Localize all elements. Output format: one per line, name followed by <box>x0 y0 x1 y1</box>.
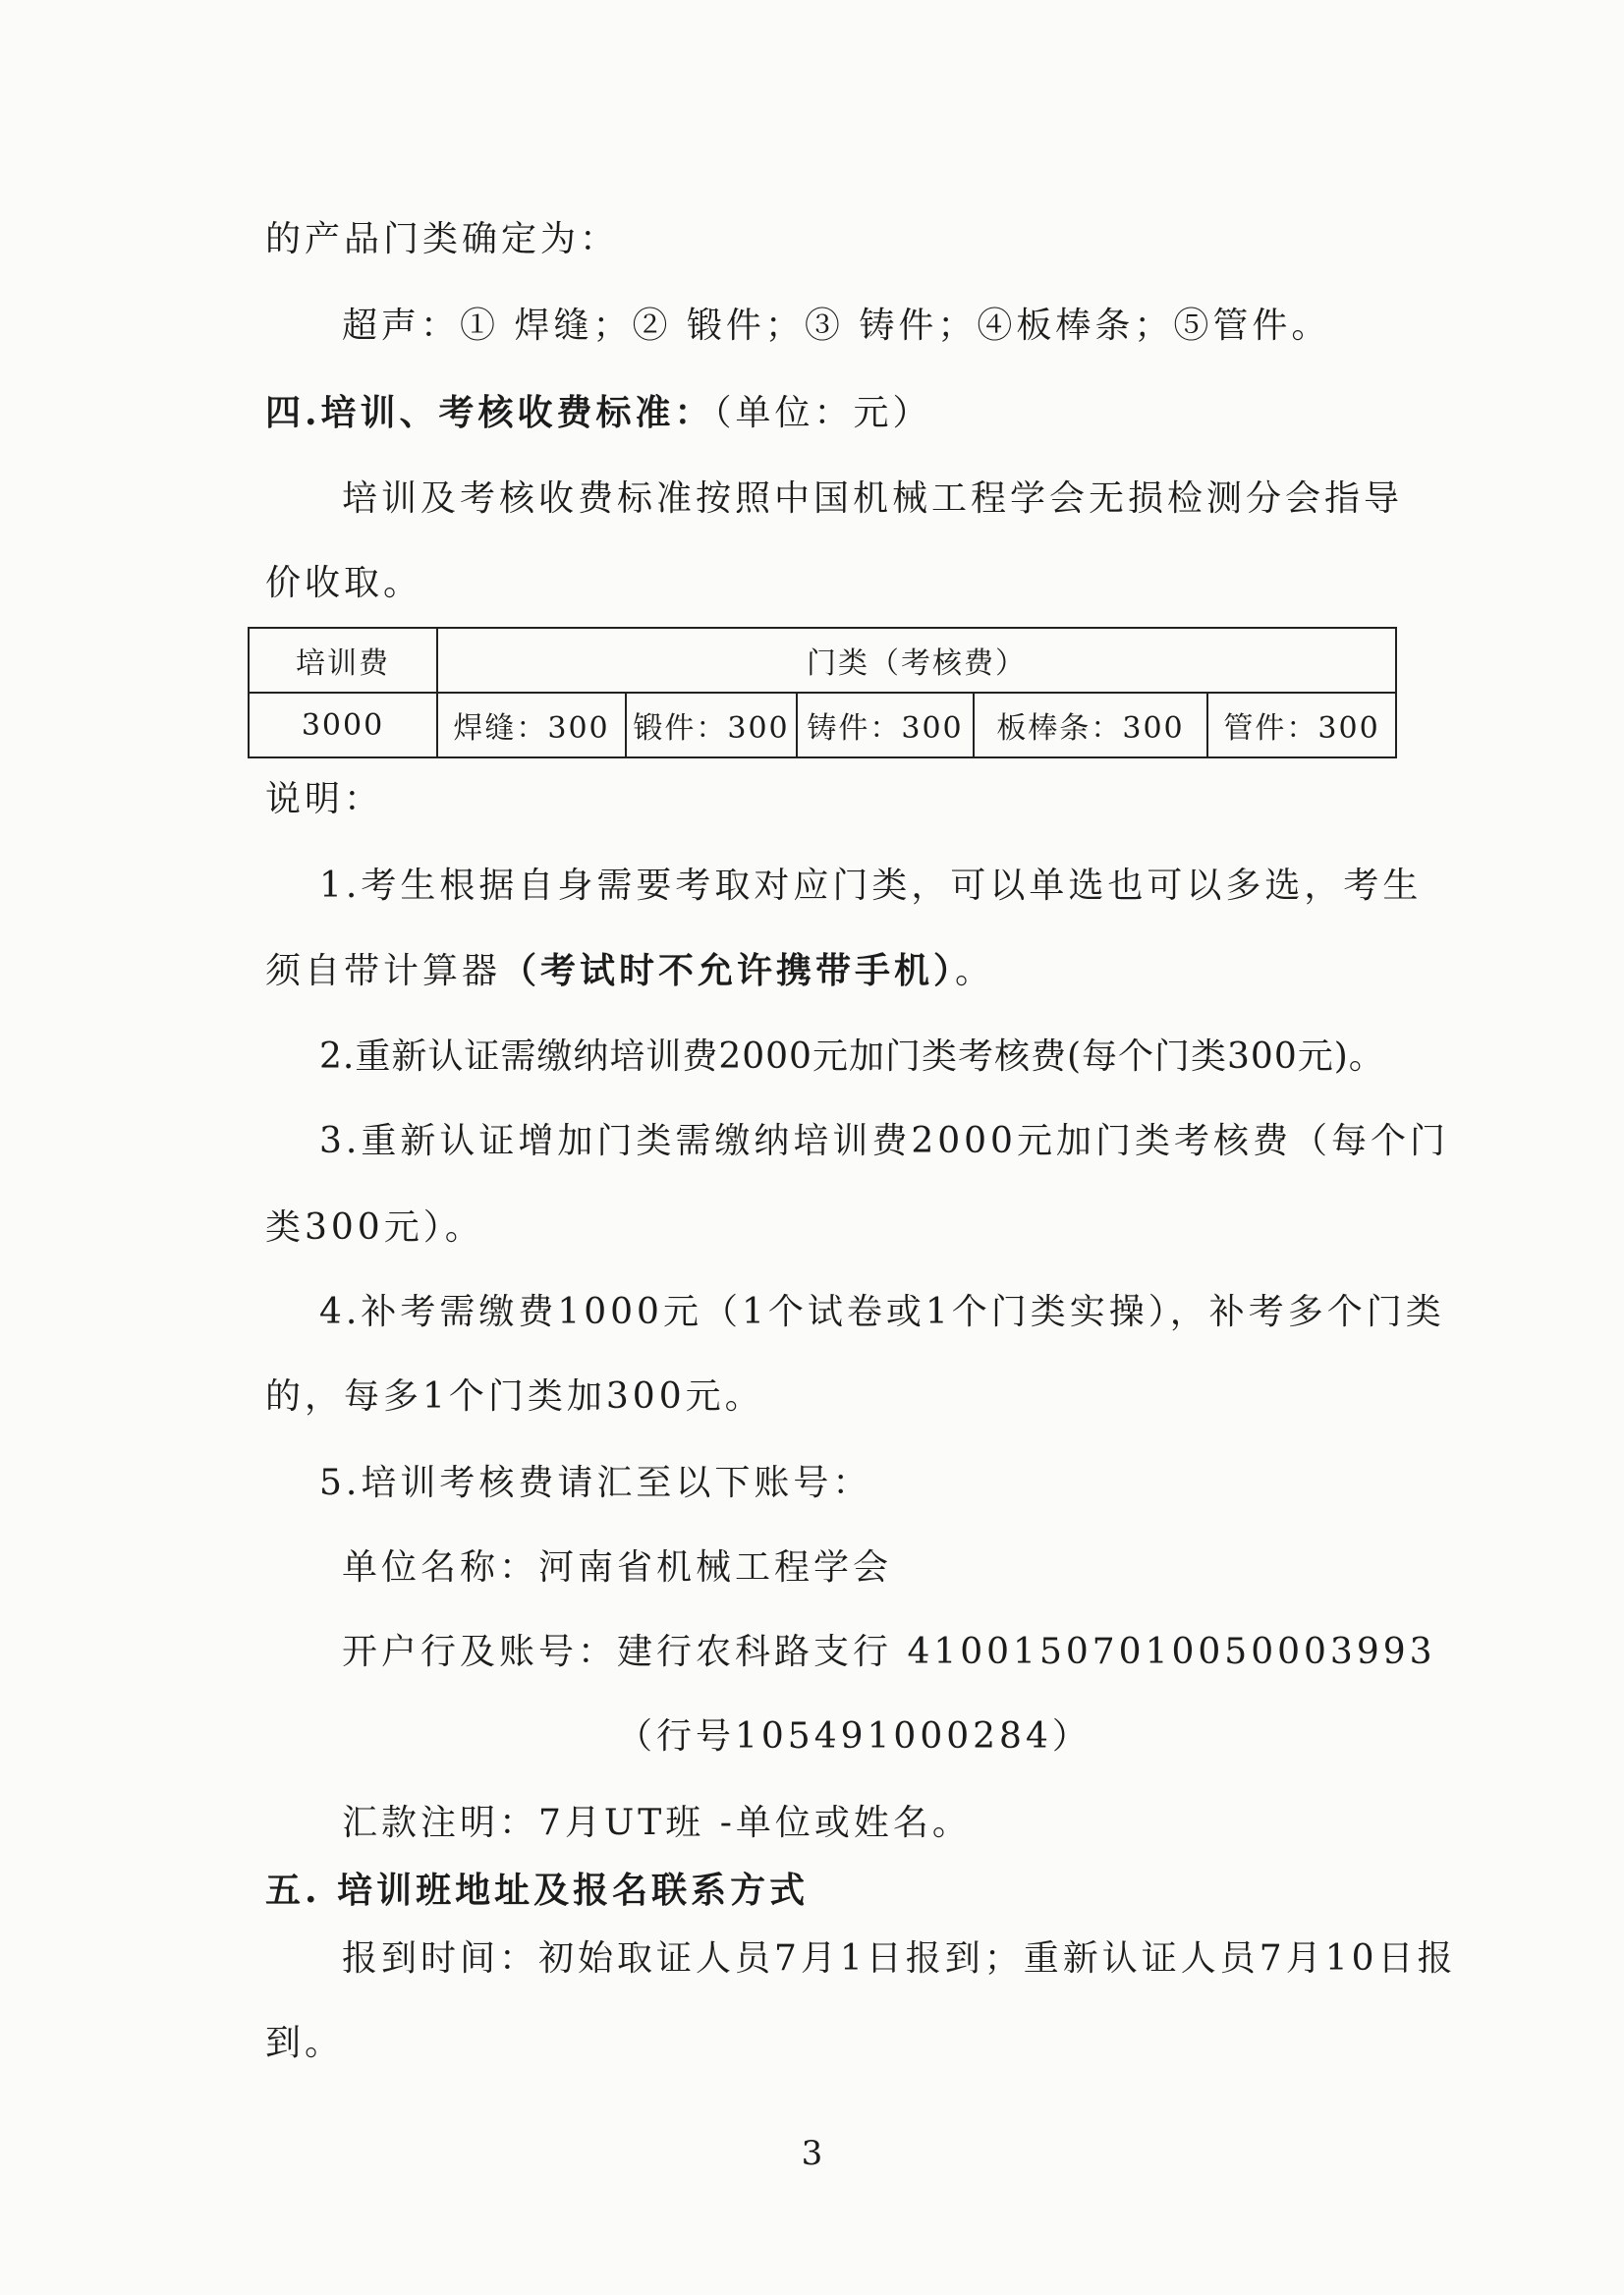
note3-line2: 类300元）。 <box>265 1207 484 1248</box>
fee-paragraph-line2: 价收取。 <box>265 563 423 603</box>
category-fee-header: 门类（考核费） <box>437 628 1396 693</box>
fee-paragraph-line1: 培训及考核收费标准按照中国机械工程学会无损检测分会指导 <box>342 478 1404 519</box>
intro-tail-text: 的产品门类确定为： <box>265 219 620 259</box>
note4-line2: 的，每多1个门类加300元。 <box>265 1376 764 1417</box>
remit-note: 汇款注明：7月UT班 -单位或姓名。 <box>342 1803 972 1843</box>
fee-table-header-row <box>249 628 1396 693</box>
fee-table <box>248 627 1397 758</box>
fee-cell-casting: 铸件：300 <box>797 693 974 757</box>
fee-cell-pipe: 管件：300 <box>1207 693 1396 757</box>
note3-line1: 3.重新认证增加门类需缴纳培训费2000元加门类考核费（每个门 <box>319 1121 1449 1161</box>
fee-cell-forging: 锻件：300 <box>626 693 797 757</box>
training-fee-value: 3000 <box>249 693 437 757</box>
fee-cell-weld: 焊缝：300 <box>437 693 626 757</box>
bank-code: （行号105491000284） <box>617 1716 1092 1757</box>
account-name: 单位名称：河南省机械工程学会 <box>342 1547 893 1588</box>
section4-heading-line <box>265 391 932 435</box>
note1-line1: 1.考生根据自身需要考取对应门类，可以单选也可以多选，考生 <box>319 866 1423 906</box>
note4-line1: 4.补考需缴费1000元（1个试卷或1个门类实操），补考多个门类 <box>319 1292 1445 1332</box>
note2: 2.重新认证需缴纳培训费2000元加门类考核费(每个门类300元)。 <box>319 1036 1385 1077</box>
section4-heading: 四.培训、考核收费标准： <box>265 392 714 433</box>
note1-no-phone: （考试时不允许携带手机） <box>501 950 956 991</box>
bank-account: 开户行及账号：建行农科路支行 41001507010050003993 <box>342 1632 1436 1672</box>
fee-table-value-row <box>249 693 1396 757</box>
note1-period: 。 <box>955 951 995 991</box>
section5-heading: 五. 培训班地址及报名联系方式 <box>265 1870 810 1911</box>
training-fee-header: 培训费 <box>249 628 437 693</box>
section4-unit: （单位：元） <box>713 393 932 433</box>
page-number: 3 <box>801 2134 823 2173</box>
ultrasound-categories: 超声：① 焊缝；② 锻件；③ 铸件；④板棒条；⑤管件。 <box>342 306 1331 346</box>
fee-cell-bar: 板棒条：300 <box>974 693 1207 757</box>
note5: 5.培训考核费请汇至以下账号： <box>319 1463 872 1503</box>
note1-line2 <box>265 949 994 993</box>
notes-label: 说明： <box>265 779 384 819</box>
note1-calculator: 须自带计算器 <box>265 951 502 991</box>
report-time-line2: 到。 <box>265 2023 345 2063</box>
report-time-line1: 报到时间：初始取证人员7月1日报到；重新认证人员7月10日报 <box>342 1938 1457 1979</box>
